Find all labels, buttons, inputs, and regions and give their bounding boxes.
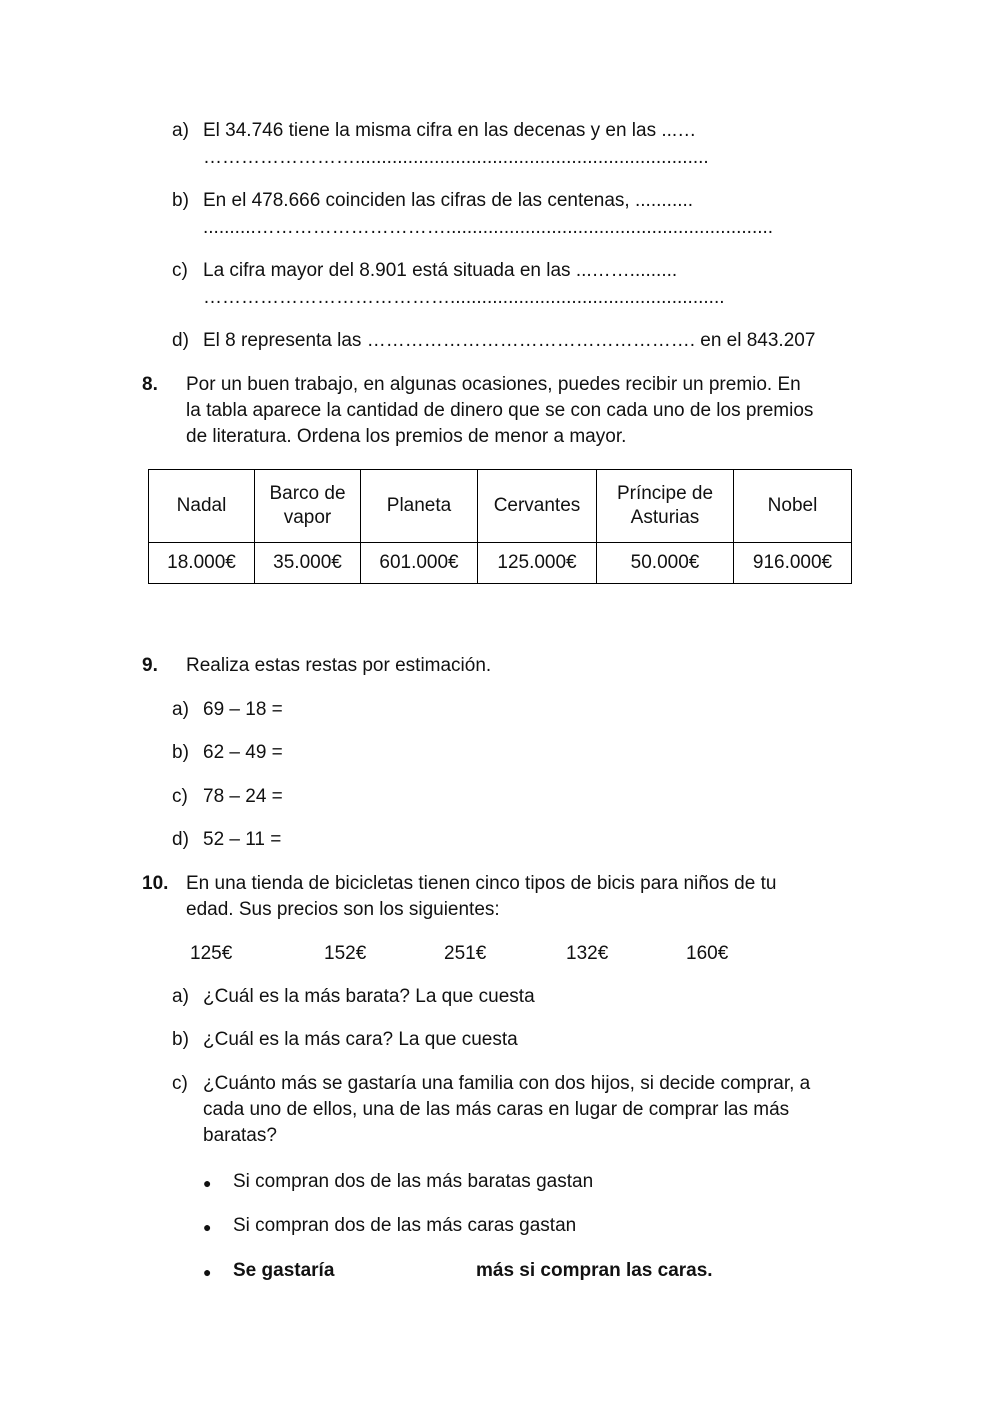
question-text-line: edad. Sus precios son los siguientes: bbox=[186, 899, 500, 920]
bullet-icon: ● bbox=[203, 1175, 212, 1191]
item-text: cada uno de ellos, una de las más caras en lugar de comprar las más bbox=[203, 1099, 790, 1120]
bullet-text: Si compran dos de las más baratas gastan bbox=[233, 1171, 594, 1192]
table-header-cell: Nadal bbox=[149, 470, 255, 543]
question-text: Realiza estas restas por estimación. bbox=[186, 655, 492, 676]
table-header-cell: Planeta bbox=[361, 470, 478, 543]
item-letter: b) bbox=[172, 742, 189, 763]
table-header-cell: Cervantes bbox=[478, 470, 597, 543]
subtraction-item: 78 – 24 = bbox=[203, 786, 283, 807]
table-cell: 601.000€ bbox=[361, 543, 478, 584]
question-text-line: la tabla aparece la cantidad de dinero que se con cada uno de los premios bbox=[186, 400, 814, 421]
question-number: 8. bbox=[142, 374, 158, 395]
item-letter: d) bbox=[172, 829, 189, 850]
answer-line: ……………………................................................................... bbox=[203, 147, 709, 168]
price: 160€ bbox=[686, 943, 729, 964]
bullet-icon: ● bbox=[203, 1264, 212, 1280]
item-text: ¿Cuánto más se gastaría una familia con dos hijos, si decide comprar, a bbox=[203, 1073, 811, 1094]
table-cell: 125.000€ bbox=[478, 543, 597, 584]
item-text: El 8 representa las ……………………………………………. en el 843.207 bbox=[203, 330, 816, 351]
question-text-line: En una tienda de bicicletas tienen cinco tipos de bicis para niños de tu bbox=[186, 873, 777, 894]
item-text: ¿Cuál es la más cara? La que cuesta bbox=[203, 1029, 518, 1050]
item-letter: b) bbox=[172, 1029, 189, 1050]
table-cell: 18.000€ bbox=[149, 543, 255, 584]
subtraction-item: 52 – 11 = bbox=[203, 829, 282, 850]
item-letter: b) bbox=[172, 190, 189, 211]
bullet-icon: ● bbox=[203, 1219, 212, 1235]
table-cell: 35.000€ bbox=[255, 543, 361, 584]
answer-line: ………………………………….................................................... bbox=[203, 287, 725, 308]
item-text: La cifra mayor del 8.901 está situada en las ...……......... bbox=[203, 260, 678, 281]
item-letter: c) bbox=[172, 1073, 188, 1094]
question-text-line: Por un buen trabajo, en algunas ocasiones, puedes recibir un premio. En bbox=[186, 374, 801, 395]
item-letter: a) bbox=[172, 986, 189, 1007]
table-header-cell: Príncipe de Asturias bbox=[597, 470, 734, 543]
question-number: 9. bbox=[142, 655, 158, 676]
item-letter: a) bbox=[172, 120, 189, 141]
table-header-cell: Barco de vapor bbox=[255, 470, 361, 543]
price: 132€ bbox=[566, 943, 609, 964]
item-text: ¿Cuál es la más barata? La que cuesta bbox=[203, 986, 535, 1007]
price: 125€ bbox=[190, 943, 233, 964]
final-text-left: Se gastaría bbox=[233, 1260, 335, 1281]
item-letter: c) bbox=[172, 260, 188, 281]
question-number: 10. bbox=[142, 873, 169, 894]
question-text-line: de literatura. Ordena los premios de menor a mayor. bbox=[186, 426, 627, 447]
subtraction-item: 69 – 18 = bbox=[203, 699, 283, 720]
item-text: baratas? bbox=[203, 1125, 277, 1146]
item-text: El 34.746 tiene la misma cifra en las decenas y en las ...… bbox=[203, 120, 697, 141]
final-text-right: más si compran las caras. bbox=[476, 1260, 713, 1281]
table-cell: 50.000€ bbox=[597, 543, 734, 584]
item-text: En el 478.666 coinciden las cifras de las centenas, ........... bbox=[203, 190, 694, 211]
table-row bbox=[149, 543, 852, 584]
price: 251€ bbox=[444, 943, 487, 964]
subtraction-item: 62 – 49 = bbox=[203, 742, 283, 763]
price: 152€ bbox=[324, 943, 367, 964]
answer-line: ..........………………………….............................................................. bbox=[203, 217, 774, 238]
item-letter: c) bbox=[172, 786, 188, 807]
table-header-row bbox=[149, 470, 852, 543]
item-letter: a) bbox=[172, 699, 189, 720]
table-cell: 916.000€ bbox=[734, 543, 852, 584]
prizes-table bbox=[148, 469, 852, 584]
item-letter: d) bbox=[172, 330, 189, 351]
bullet-text: Si compran dos de las más caras gastan bbox=[233, 1215, 577, 1236]
table-header-cell: Nobel bbox=[734, 470, 852, 543]
